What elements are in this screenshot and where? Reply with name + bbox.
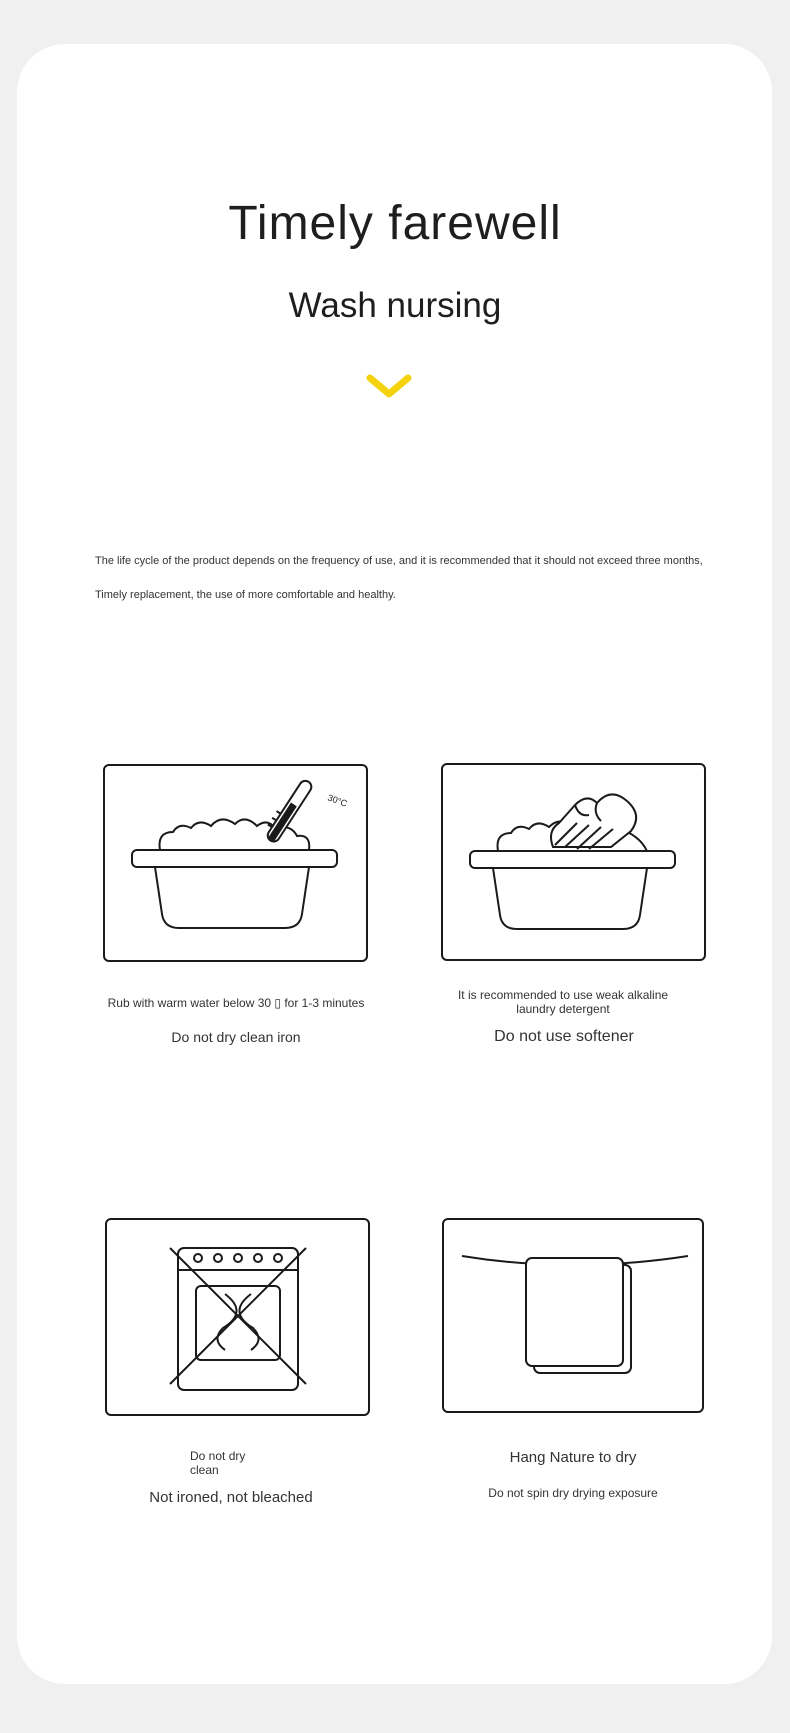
care-box-4 (442, 1218, 704, 1413)
care-box-1 (103, 764, 368, 962)
care-1-caption-2: Do not dry clean iron (171, 1029, 301, 1045)
care-4-caption-2: Do not spin dry drying exposure (488, 1486, 658, 1500)
care-4-caption-1: Hang Nature to dry (509, 1449, 637, 1466)
care-2-caption-2: Do not use softener (494, 1028, 634, 1045)
chevron-down-icon (366, 372, 412, 407)
wash-basin-thermometer-icon (105, 766, 370, 964)
care-3-caption-1: Do not dry clean (190, 1449, 246, 1477)
care-2-caption-1: It is recommended to use weak alkaline laundry detergent (457, 988, 669, 1016)
intro-text-line-1: The life cycle of the product depends on the frequency of use, and it is recommended that it should not exceed three months, (95, 555, 703, 567)
wash-basin-hands-icon (443, 765, 708, 963)
intro-text-line-2: Timely replacement, the use of more comfortable and healthy. (95, 589, 396, 601)
care-1-caption-1: Rub with warm water below 30 ▯ for 1-3 minutes (107, 996, 365, 1010)
no-machine-dry-icon (107, 1220, 372, 1418)
care-box-2 (441, 763, 706, 961)
care-box-3 (105, 1218, 370, 1416)
page-subtitle: Wash nursing (288, 286, 502, 325)
care-3-caption-2: Not ironed, not bleached (149, 1489, 313, 1506)
hang-dry-icon (444, 1220, 706, 1415)
page-title: Timely farewell (228, 197, 562, 250)
thermometer-label: 30°C (326, 792, 349, 809)
